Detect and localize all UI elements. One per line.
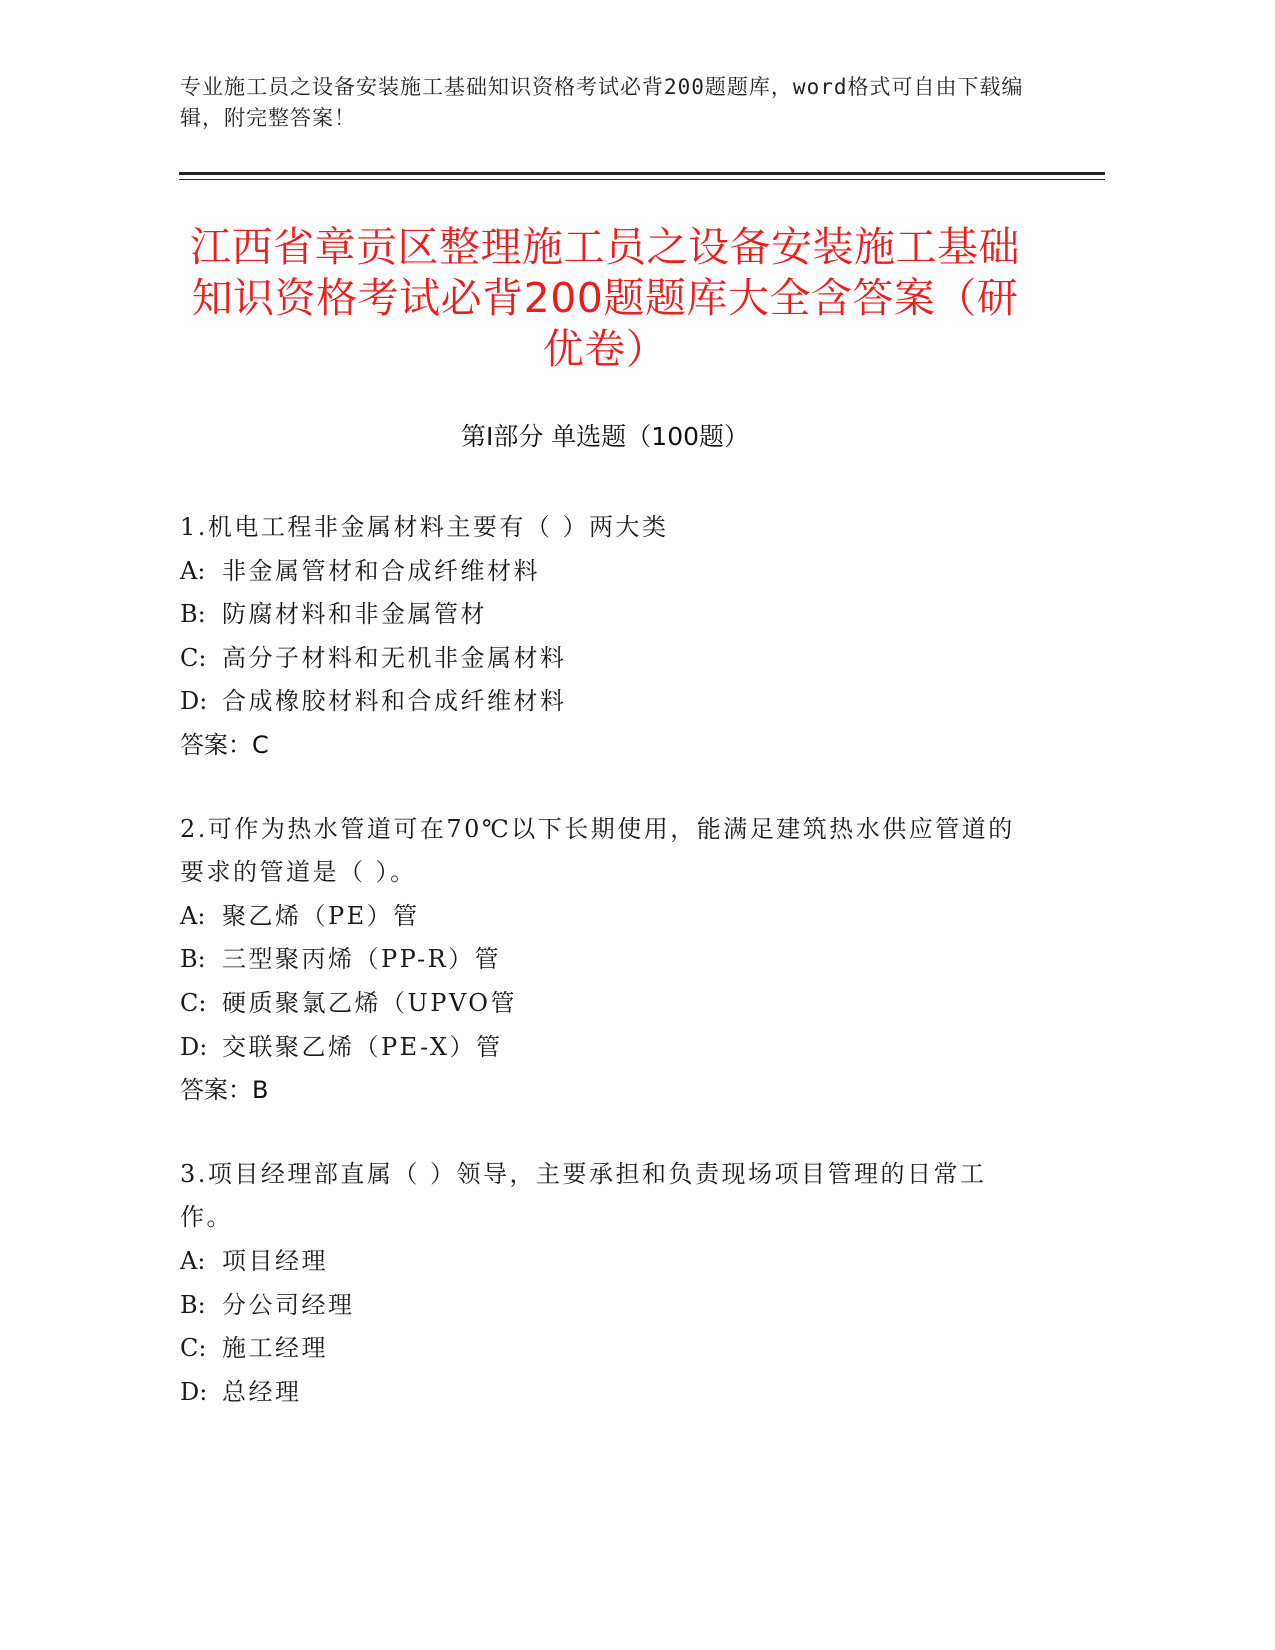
option-key: D: — [180, 1377, 208, 1406]
header-rule-thick — [179, 172, 1105, 175]
option-key: B: — [180, 600, 206, 629]
answer-line — [180, 1069, 1030, 1113]
option-a — [180, 550, 1030, 594]
answer-line — [180, 724, 1030, 768]
option-text: 项目经理 — [222, 1246, 328, 1275]
option-key: A: — [180, 556, 206, 585]
section-heading: 第I部分 单选题（100题） — [460, 422, 750, 451]
option-text: 硬质聚氯乙烯（UPVO管 — [222, 988, 517, 1017]
question-list — [180, 506, 1030, 1454]
option-key: A: — [180, 1246, 206, 1275]
option-b — [180, 593, 1030, 637]
question-1 — [180, 506, 1030, 768]
answer-prefix: 答案： — [180, 730, 252, 759]
answer-value: C — [252, 730, 269, 759]
option-c — [180, 637, 1030, 681]
option-text: 聚乙烯（PE）管 — [222, 901, 420, 930]
option-b — [180, 938, 1030, 982]
option-key: A: — [180, 901, 206, 930]
option-b — [180, 1284, 1030, 1328]
header-rule-thin — [179, 179, 1105, 180]
option-key: D: — [180, 1032, 208, 1061]
header-note: 专业施工员之设备安装施工基础知识资格考试必背200题题库，word格式可自由下载编辑，附完整答案！ — [180, 75, 1024, 130]
question-stem: 3.项目经理部直属（ ）领导，主要承担和负责现场项目管理的日常工作。 — [180, 1159, 987, 1232]
option-key: C: — [180, 643, 207, 672]
option-text: 交联聚乙烯（PE-X）管 — [222, 1032, 503, 1061]
option-text: 防腐材料和非金属管材 — [222, 600, 487, 629]
option-text: 合成橡胶材料和合成纤维材料 — [222, 687, 567, 716]
option-text: 非金属管材和合成纤维材料 — [222, 556, 540, 585]
option-key: B: — [180, 1290, 206, 1319]
option-a — [180, 1240, 1030, 1284]
document-title: 江西省章贡区整理施工员之设备安装施工基础知识资格考试必背200题题库大全含答案（研优卷） — [190, 223, 1020, 373]
question-stem: 2.可作为热水管道可在70℃以下长期使用，能满足建筑热水供应管道的要求的管道是（ ）。 — [180, 814, 1015, 887]
option-key: B: — [180, 945, 206, 974]
option-c — [180, 1327, 1030, 1371]
answer-value: B — [252, 1076, 269, 1105]
option-d — [180, 1026, 1030, 1070]
option-text: 分公司经理 — [222, 1290, 355, 1319]
option-c — [180, 982, 1030, 1026]
option-key: C: — [180, 1334, 207, 1363]
question-stem: 1.机电工程非金属材料主要有（ ）两大类 — [180, 513, 669, 541]
question-2 — [180, 808, 1030, 1113]
option-text: 施工经理 — [222, 1334, 328, 1363]
option-key: C: — [180, 988, 207, 1017]
option-text: 高分子材料和无机非金属材料 — [222, 643, 567, 672]
question-3 — [180, 1153, 1030, 1415]
option-key: D: — [180, 687, 208, 716]
option-d — [180, 1371, 1030, 1415]
option-a — [180, 895, 1030, 939]
option-d — [180, 680, 1030, 724]
option-text: 三型聚丙烯（PP-R）管 — [222, 945, 502, 974]
option-text: 总经理 — [222, 1377, 302, 1406]
answer-prefix: 答案： — [180, 1076, 252, 1105]
